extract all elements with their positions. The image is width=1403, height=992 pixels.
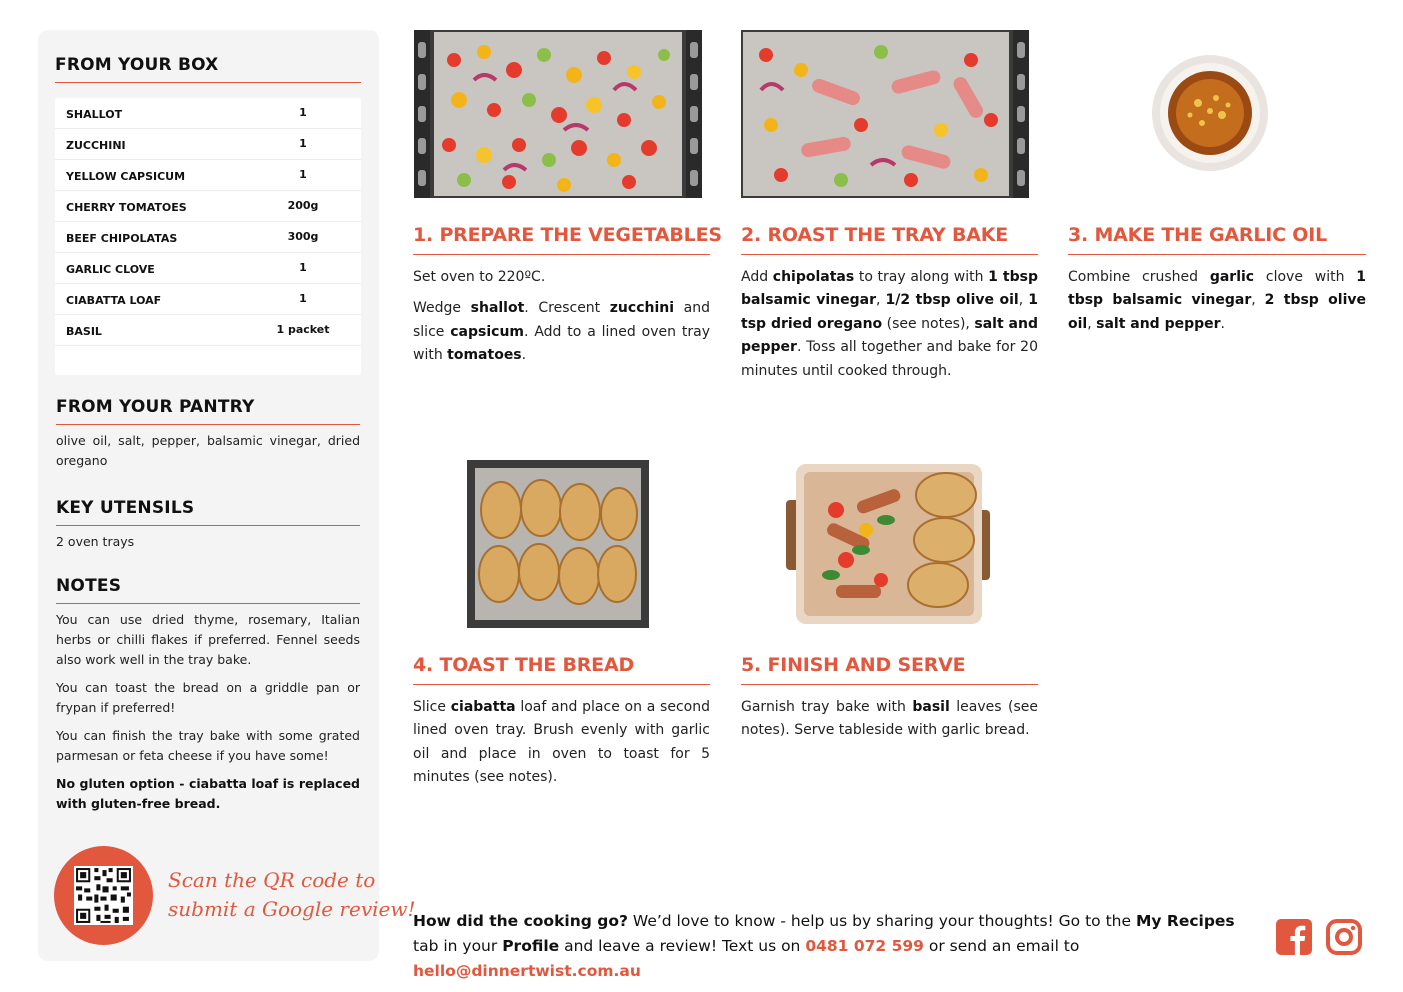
footer-text-run: My Recipes <box>1135 912 1235 930</box>
facebook-icon[interactable] <box>1275 918 1313 956</box>
step-paragraph <box>1068 266 1366 336</box>
step-divider <box>1068 254 1366 255</box>
from-your-box-title: FROM YOUR BOX <box>55 55 219 75</box>
step-text-run: , <box>1018 292 1029 309</box>
ingredient-name: ZUCCHINI <box>66 139 126 152</box>
step-text-run: clove with <box>1254 269 1357 285</box>
step-2-text <box>741 266 1038 391</box>
ingredient-qty: 200g <box>287 199 319 212</box>
ingredient-highlight: shallot <box>470 300 525 317</box>
ingredient-row <box>55 253 361 284</box>
ingredient-highlight: 1 tbsp balsamic vinegar <box>1068 269 1366 309</box>
key-utensils-title: KEY UTENSILS <box>56 498 195 518</box>
step-text-run: (see notes), <box>882 315 975 332</box>
ingredient-qty: 1 <box>299 137 307 150</box>
ingredient-highlight: ciabatta <box>450 699 516 715</box>
review-prompt <box>413 909 1263 984</box>
step-text-run: . Add to a lined oven tray with <box>413 323 710 364</box>
ingredient-row <box>55 160 361 191</box>
step-text-run: leaves (see notes). Serve tableside with garlic bread. <box>741 699 1038 739</box>
ingredient-highlight: 2 tbsp olive oil <box>1068 292 1367 332</box>
toasted-bread-photo <box>467 460 649 628</box>
ingredient-highlight: tomatoes <box>447 347 522 364</box>
notes-title: NOTES <box>56 576 122 596</box>
step-paragraph <box>413 266 710 289</box>
pantry-text: olive oil, salt, pepper, balsamic vinegar, dried oregano <box>56 433 360 468</box>
qr-code-icon[interactable] <box>74 866 133 925</box>
note-2: You can toast the bread on a griddle pan or frypan if preferred! <box>56 680 360 715</box>
section-divider <box>55 82 361 83</box>
qr-badge <box>54 846 153 945</box>
footer-text-run: or send an email to <box>923 937 1080 955</box>
ingredient-name: CIABATTA LOAF <box>66 294 162 307</box>
step-divider <box>413 684 710 685</box>
ingredient-row <box>55 129 361 160</box>
step-paragraph <box>741 266 1038 383</box>
step-text-run: , <box>876 292 886 309</box>
garlic-oil-bowl-photo <box>1150 53 1270 173</box>
step-text-run: , <box>1087 315 1097 332</box>
step-text-run: Slice <box>413 699 451 715</box>
step-4-title: 4. TOAST THE BREAD <box>413 654 635 676</box>
vegetables-tray-photo <box>414 30 702 198</box>
tray-bake-photo <box>741 30 1029 198</box>
ingredient-list <box>55 98 361 375</box>
ingredient-highlight: 1 tbsp balsamic vinegar <box>741 269 1038 309</box>
ingredient-qty: 1 <box>299 106 307 119</box>
step-text-run: . Crescent <box>524 300 610 317</box>
step-text-run: Garnish tray bake with <box>741 699 913 715</box>
ingredient-highlight: chipolatas <box>772 269 855 285</box>
recipe-sidebar <box>38 30 416 961</box>
ingredient-row <box>55 284 361 315</box>
step-text-run: Set oven to 220ºC. <box>413 269 546 285</box>
ingredient-highlight: capsicum <box>450 323 525 340</box>
ingredient-row <box>55 98 361 129</box>
ingredient-qty: 1 <box>299 261 307 274</box>
footer-text-run: and leave a review! Text us on <box>559 937 806 955</box>
ingredient-name: SHALLOT <box>66 108 123 121</box>
step-4-text <box>413 696 710 798</box>
instagram-icon[interactable] <box>1325 918 1363 956</box>
scan-qr-text-line-1: Scan the QR code to <box>168 868 376 892</box>
ingredient-qty: 1 <box>299 292 307 305</box>
step-2-title: 2. ROAST THE TRAY BAKE <box>741 224 1009 246</box>
step-1-title: 1. PREPARE THE VEGETABLES <box>413 224 722 246</box>
ingredient-highlight: salt and pepper <box>741 315 1038 356</box>
ingredient-name: YELLOW CAPSICUM <box>66 170 186 183</box>
step-text-run: Wedge <box>413 300 471 317</box>
ingredient-highlight: basil <box>912 699 950 715</box>
ingredient-name: BASIL <box>66 325 102 338</box>
note-3: You can finish the tray bake with some grated parmesan or feta cheese if you have some! <box>56 728 360 763</box>
footer-text-run: How did the cooking go? <box>413 912 628 930</box>
step-text-run: . Toss all together and bake for 20 minutes until cooked through. <box>741 339 1038 379</box>
step-paragraph <box>413 696 710 790</box>
step-5-title: 5. FINISH AND SERVE <box>741 654 966 676</box>
from-your-pantry-title: FROM YOUR PANTRY <box>56 397 255 417</box>
ingredient-row <box>55 222 361 253</box>
step-3-text <box>1068 266 1366 344</box>
contact-email-link[interactable]: hello@dinnertwist.com.au <box>413 962 641 980</box>
step-1-text <box>413 266 710 376</box>
footer-text-run: tab in your <box>413 937 503 955</box>
step-divider <box>741 684 1038 685</box>
ingredient-qty: 300g <box>287 230 319 243</box>
step-3-title: 3. MAKE THE GARLIC OIL <box>1068 224 1328 246</box>
ingredient-name: BEEF CHIPOLATAS <box>66 232 178 245</box>
ingredient-name: GARLIC CLOVE <box>66 263 155 276</box>
ingredient-name: CHERRY TOMATOES <box>66 201 187 214</box>
section-divider <box>56 424 360 425</box>
step-text-run: Add <box>741 269 773 285</box>
ingredient-highlight: 1 tsp dried oregano <box>741 292 1039 332</box>
footer-text-run: Profile <box>502 937 560 955</box>
step-text-run: to tray along with <box>854 269 989 285</box>
ingredient-qty: 1 packet <box>276 323 330 336</box>
ingredient-highlight: garlic <box>1209 269 1255 285</box>
step-paragraph <box>413 297 710 367</box>
ingredient-row <box>55 191 361 222</box>
step-text-run: . <box>521 347 527 364</box>
note-1: You can use dried thyme, rosemary, Italian herbs or chilli flakes if preferred. Fennel seeds also work well in the tray bake. <box>56 612 360 667</box>
contact-phone-link[interactable]: 0481 072 599 <box>805 937 924 955</box>
ingredient-row <box>55 315 361 346</box>
ingredient-highlight: salt and pepper <box>1096 315 1221 332</box>
scan-qr-text-line-2: submit a Google review! <box>168 897 416 921</box>
step-text-run: . <box>1220 315 1225 332</box>
ingredient-highlight: 1/2 tbsp olive oil <box>885 292 1019 309</box>
ingredient-qty: 1 <box>299 168 307 181</box>
step-text-run: Combine crushed <box>1068 269 1210 285</box>
section-divider <box>56 603 360 604</box>
step-5-text <box>741 696 1038 751</box>
utensils-text: 2 oven trays <box>56 534 135 549</box>
step-divider <box>413 254 710 255</box>
step-divider <box>741 254 1038 255</box>
section-divider <box>56 525 360 526</box>
step-text-run: and slice <box>413 300 710 340</box>
ingredient-highlight: zucchini <box>609 300 675 317</box>
note-4: No gluten option - ciabatta loaf is replaced with gluten-free bread. <box>56 776 360 811</box>
footer-text-run: We’d love to know - help us by sharing your thoughts! Go to the <box>627 912 1136 930</box>
step-paragraph <box>741 696 1038 743</box>
step-text-run: loaf and place on a second lined oven tray. Brush evenly with garlic oil and place in oven to toast for 5 minutes (see notes). <box>413 699 710 786</box>
finished-dish-photo <box>786 460 990 628</box>
step-text-run: , <box>1251 292 1265 309</box>
